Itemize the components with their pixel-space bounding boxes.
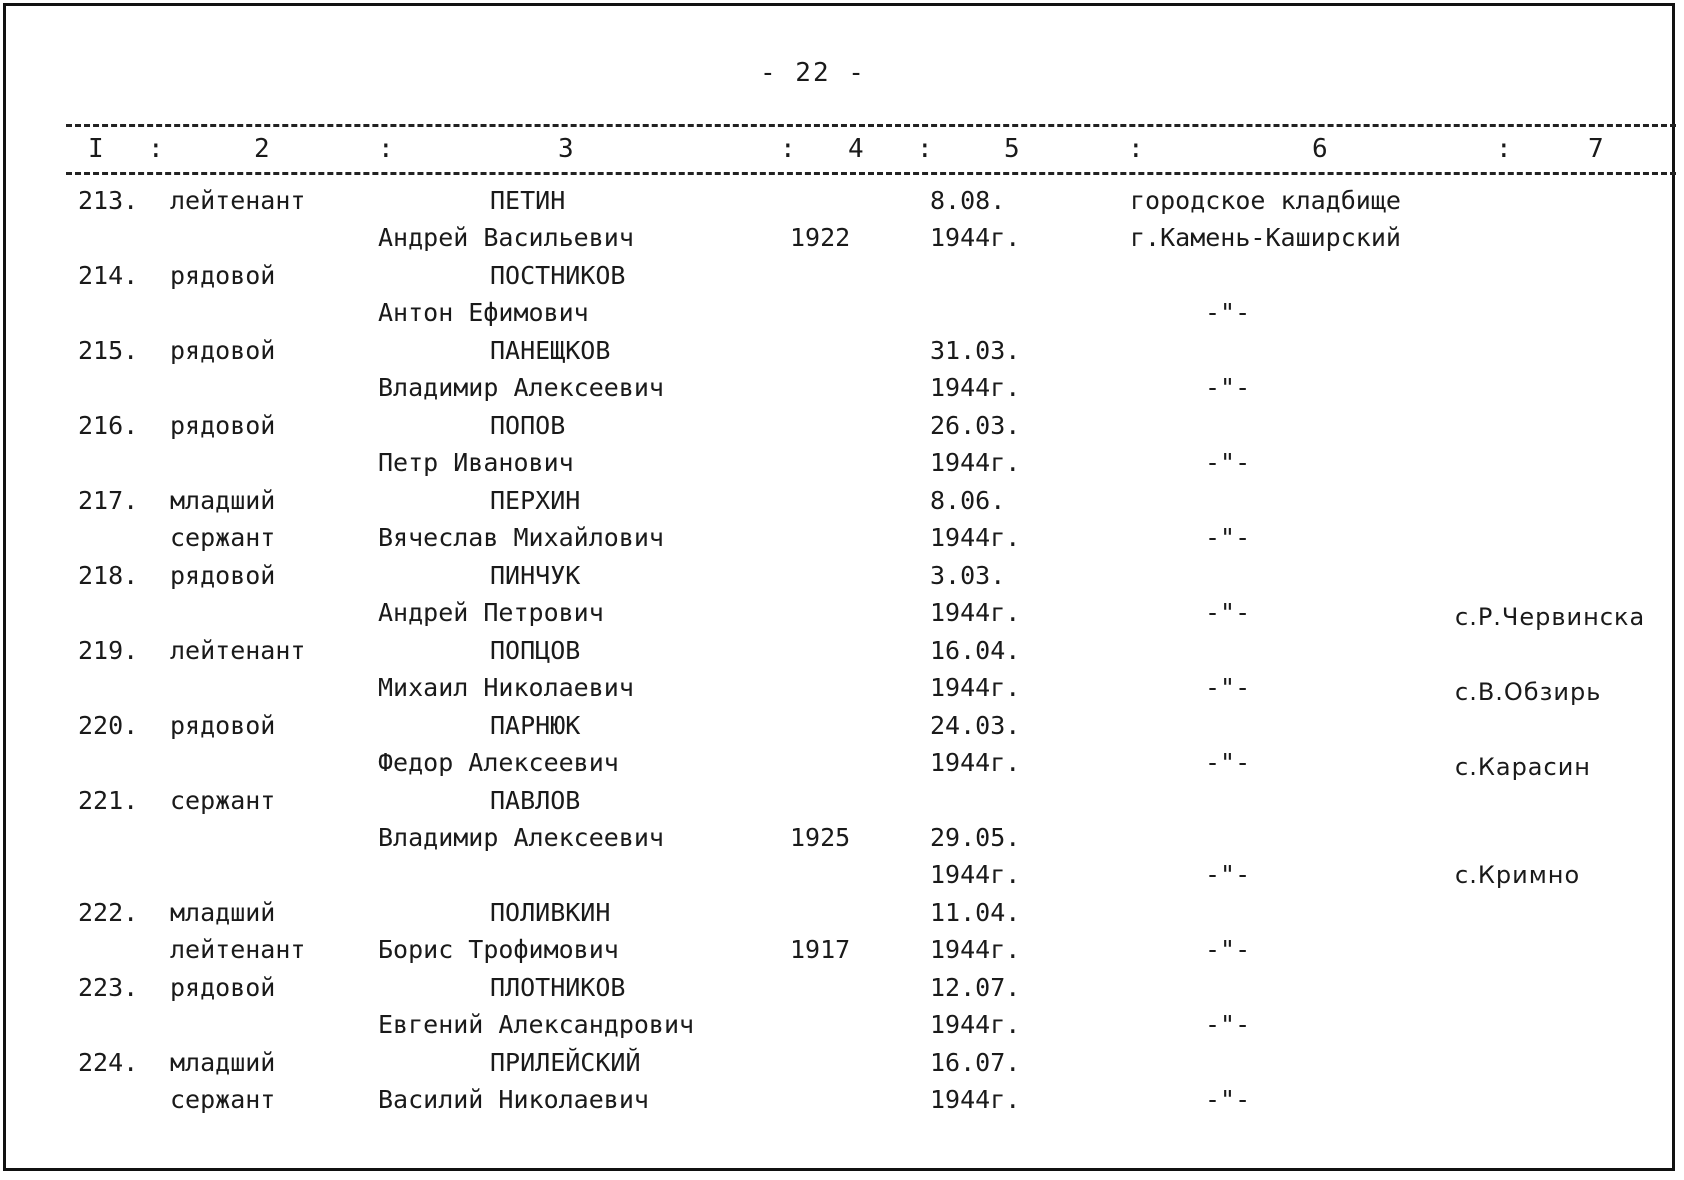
rank: сержант — [170, 523, 276, 552]
row-number: 222. — [78, 898, 139, 927]
row-number: 224. — [78, 1048, 139, 1077]
village-name: с.Кримно — [1455, 861, 1581, 889]
ditto-mark: -"- — [1205, 298, 1251, 327]
death-date: 8.06. — [930, 486, 1006, 515]
surname: ПОСТНИКОВ — [490, 261, 626, 290]
death-year: 1944г. — [930, 523, 1021, 552]
header-column-4: 4 — [848, 134, 864, 164]
rank: младший — [170, 898, 276, 927]
row-number: 216. — [78, 411, 139, 440]
ditto-mark: -"- — [1205, 748, 1251, 777]
death-year: 1944г. — [930, 935, 1021, 964]
given-name: Петр Иванович — [378, 448, 574, 477]
rank: сержант — [170, 786, 276, 815]
death-year: 1944г. — [930, 223, 1021, 252]
given-name: Василий Николаевич — [378, 1085, 649, 1114]
death-date: 3.03. — [930, 561, 1006, 590]
death-date: 24.03. — [930, 711, 1021, 740]
death-year: 1944г. — [930, 748, 1021, 777]
death-year: 1944г. — [930, 448, 1021, 477]
header-column-5: 5 — [1004, 134, 1020, 164]
row-number: 219. — [78, 636, 139, 665]
given-name: Андрей Петрович — [378, 598, 604, 627]
header-column-2: 2 — [254, 134, 270, 164]
rank: лейтенант — [170, 935, 306, 964]
death-year: 1944г. — [930, 373, 1021, 402]
header-column-7: 7 — [1588, 134, 1604, 164]
death-year: 1944г. — [930, 1010, 1021, 1039]
given-name: Владимир Алексеевич — [378, 823, 664, 852]
ditto-mark: -"- — [1205, 523, 1251, 552]
row-number: 221. — [78, 786, 139, 815]
rank: рядовой — [170, 336, 276, 365]
ditto-mark: -"- — [1205, 1010, 1251, 1039]
row-number: 218. — [78, 561, 139, 590]
header-column-3: 3 — [558, 134, 574, 164]
birth-year: 1925 — [790, 823, 851, 852]
rank: сержант — [170, 1085, 276, 1114]
row-number: 215. — [78, 336, 139, 365]
burial-place: городское кладбище — [1130, 186, 1401, 215]
death-year: 1944г. — [930, 673, 1021, 702]
header-column-6: 6 — [1312, 134, 1328, 164]
death-year: 1944г. — [930, 598, 1021, 627]
page-number: - 22 - — [760, 58, 866, 88]
death-date: 31.03. — [930, 336, 1021, 365]
death-date: 8.08. — [930, 186, 1006, 215]
header-separator: : — [917, 134, 933, 164]
village-name: с.Карасин — [1455, 753, 1591, 781]
header-separator: : — [1496, 134, 1512, 164]
given-name: Андрей Васильевич — [378, 223, 634, 252]
death-date: 16.07. — [930, 1048, 1021, 1077]
given-name: Евгений Александрович — [378, 1010, 695, 1039]
surname: ПОПОВ — [490, 411, 566, 440]
ditto-mark: -"- — [1205, 1085, 1251, 1114]
death-date: 29.05. — [930, 823, 1021, 852]
birth-year: 1917 — [790, 935, 851, 964]
rank: рядовой — [170, 561, 276, 590]
ditto-mark: -"- — [1205, 673, 1251, 702]
village-name: с.Р.Червинска — [1455, 603, 1646, 631]
death-year: 1944г. — [930, 860, 1021, 889]
ditto-mark: -"- — [1205, 598, 1251, 627]
header-separator: : — [378, 134, 394, 164]
surname: ПИНЧУК — [490, 561, 581, 590]
rank: рядовой — [170, 711, 276, 740]
death-year: 1944г. — [930, 1085, 1021, 1114]
header-separator: : — [148, 134, 164, 164]
given-name: Михаил Николаевич — [378, 673, 634, 702]
death-date: 16.04. — [930, 636, 1021, 665]
rank: младший — [170, 1048, 276, 1077]
surname: ПЕТИН — [490, 186, 566, 215]
rank: лейтенант — [170, 636, 306, 665]
death-date: 26.03. — [930, 411, 1021, 440]
surname: ПОПЦОВ — [490, 636, 581, 665]
rank: рядовой — [170, 411, 276, 440]
header-column-I: I — [88, 134, 104, 164]
surname: ПОЛИВКИН — [490, 898, 611, 927]
ditto-mark: -"- — [1205, 860, 1251, 889]
rank: младший — [170, 486, 276, 515]
birth-year: 1922 — [790, 223, 851, 252]
header-rule-bottom — [66, 172, 1676, 175]
rank: лейтенант — [170, 186, 306, 215]
row-number: 213. — [78, 186, 139, 215]
death-date: 11.04. — [930, 898, 1021, 927]
surname: ПАРНЮК — [490, 711, 581, 740]
given-name: Борис Трофимович — [378, 935, 619, 964]
given-name: Федор Алексеевич — [378, 748, 619, 777]
surname: ПЕРХИН — [490, 486, 581, 515]
death-date: 12.07. — [930, 973, 1021, 1002]
row-number: 220. — [78, 711, 139, 740]
surname: ПРИЛЕЙСКИЙ — [490, 1048, 641, 1077]
header-separator: : — [1128, 134, 1144, 164]
header-rule-top — [66, 124, 1676, 127]
surname: ПЛОТНИКОВ — [490, 973, 626, 1002]
row-number: 217. — [78, 486, 139, 515]
ditto-mark: -"- — [1205, 448, 1251, 477]
given-name: Владимир Алексеевич — [378, 373, 664, 402]
given-name: Вячеслав Михайлович — [378, 523, 664, 552]
ditto-mark: -"- — [1205, 935, 1251, 964]
village-name: с.В.Обзирь — [1455, 678, 1602, 706]
given-name: Антон Ефимович — [378, 298, 589, 327]
row-number: 223. — [78, 973, 139, 1002]
surname: ПАНЕЩКОВ — [490, 336, 611, 365]
rank: рядовой — [170, 261, 276, 290]
row-number: 214. — [78, 261, 139, 290]
header-separator: : — [780, 134, 796, 164]
burial-place-town: г.Камень-Каширский — [1130, 223, 1401, 252]
ditto-mark: -"- — [1205, 373, 1251, 402]
rank: рядовой — [170, 973, 276, 1002]
surname: ПАВЛОВ — [490, 786, 581, 815]
